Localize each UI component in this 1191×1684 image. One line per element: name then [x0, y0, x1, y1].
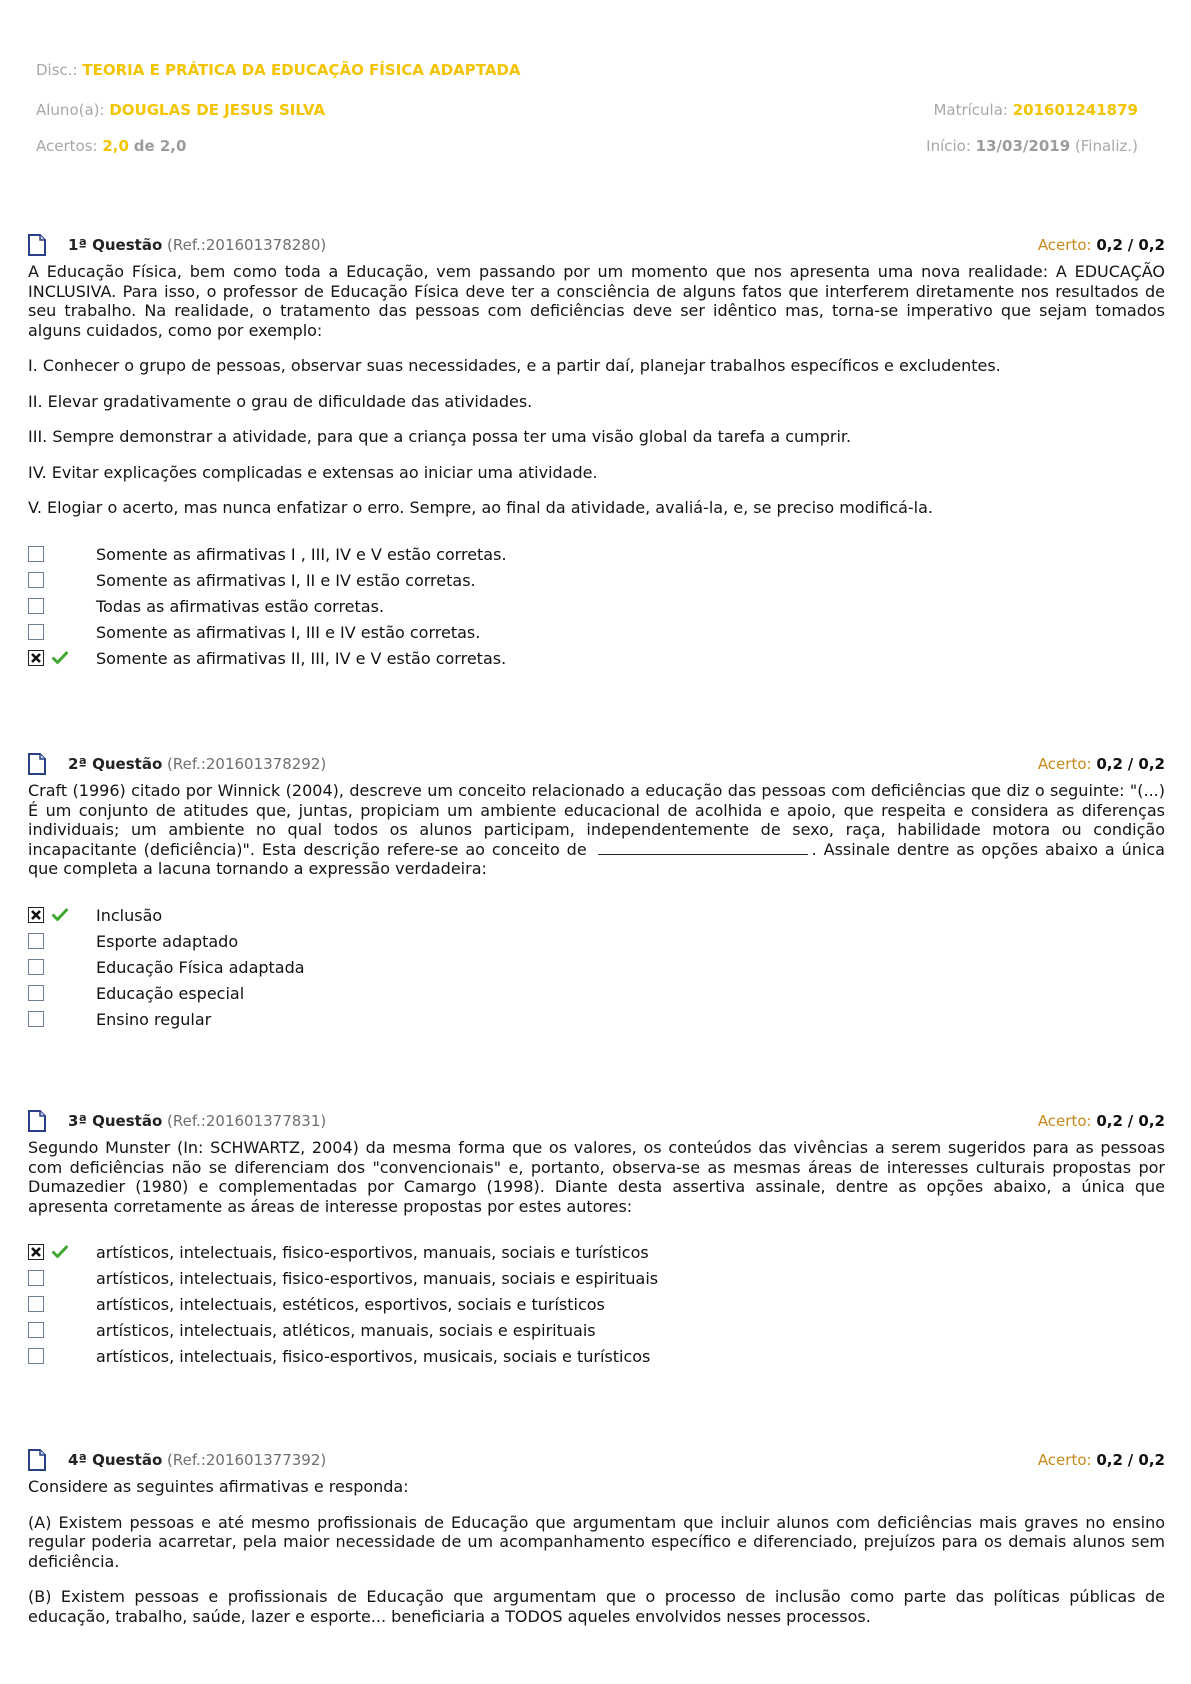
score-label: Acerto: — [1037, 1451, 1092, 1469]
answer-option[interactable] — [28, 622, 1165, 648]
statement-item: IV. Evitar explicações complicadas e extensas ao iniciar uma atividade. — [28, 462, 598, 482]
question-statement: Considere as seguintes afirmativas e responda: — [28, 1477, 409, 1496]
question-ref: (Ref.:201601377831) — [167, 1112, 327, 1130]
green-check-icon — [52, 651, 68, 665]
answer-option[interactable] — [28, 1294, 1165, 1320]
question-title — [68, 1112, 326, 1130]
student-label: Aluno(a): — [36, 101, 105, 119]
checkbox[interactable] — [28, 572, 44, 588]
checked-checkbox[interactable] — [28, 907, 44, 923]
checked-checkbox[interactable] — [28, 650, 44, 666]
answer-option[interactable] — [28, 983, 1165, 1009]
fill-in-blank — [598, 841, 808, 855]
statement-item: II. Elevar gradativamente o grau de dificuldade das atividades. — [28, 391, 533, 411]
question-ref: (Ref.:201601378280) — [167, 236, 327, 254]
question-statement: Segundo Munster (In: SCHWARTZ, 2004) da mesma forma que os valores, os conteúdos das vivências a serem sugeridos para as pessoas com deficiências não se diferenciam dos "convencionais" e, portanto, observa-se as mesmas áreas de interesses culturais propostas por Dumazedier (1980) e complementadas por Camargo (1998). Diante desta assertiva assinale, dentre as opções abaixo, a única que apresenta corretamente as áreas de interesse propostas por estes autores: — [28, 1138, 1165, 1216]
checked-checkbox[interactable] — [28, 1244, 44, 1260]
start-date: 13/03/2019 — [975, 137, 1071, 155]
question-4 — [28, 1449, 1165, 1626]
answer-option-selected[interactable] — [28, 905, 1165, 931]
score-value: 0,2 — [1096, 1112, 1123, 1130]
statement-before-blank: Craft (1996) citado por Winnick (2004), descreve um conceito relacionado a educação das pessoas com deficiências que diz o seguinte: "(...) É um conjunto de atitudes que, juntas, propiciam um ambiente educacional de acolhida e apoio, que respeita e considera as diferenças individuais; um ambiente no qual todos os alunos participam, independentemente de sexo, raça, habilidade motora ou condição incapacitante (deficiência)". Esta descrição refere-se ao conceito de — [28, 781, 1165, 859]
registration-line — [933, 101, 1138, 119]
answer-option[interactable] — [28, 570, 1165, 596]
question-score — [1038, 755, 1165, 773]
option-label: artísticos, intelectuais, atléticos, manuais, sociais e espirituais — [96, 1321, 596, 1340]
registration-label: Matrícula: — [933, 101, 1008, 119]
score-total: / 0,2 — [1127, 236, 1165, 254]
option-label: Somente as afirmativas II, III, IV e V estão corretas. — [96, 648, 507, 668]
green-check-icon — [52, 1245, 68, 1259]
checkbox[interactable] — [28, 598, 44, 614]
statement-item: V. Elogiar o acerto, mas nunca enfatizar o erro. Sempre, ao final da atividade, avaliá-la, e, se preciso modificá-la. — [28, 498, 933, 517]
question-2 — [28, 753, 1165, 1035]
answer-option-selected[interactable] — [28, 648, 1165, 674]
x-mark-icon — [30, 909, 42, 921]
hits-total: de 2,0 — [133, 137, 187, 155]
x-mark-icon — [30, 652, 42, 664]
start-line — [926, 137, 1138, 155]
statement-after-blank: . Assinale dentre as opções abaixo a única que completa a lacuna tornando a expressão verdadeira: — [28, 839, 1165, 878]
option-label: artísticos, intelectuais, fisico-esportivos, manuais, sociais e espirituais — [96, 1269, 659, 1288]
score-total: / 0,2 — [1127, 1451, 1165, 1469]
document-icon — [28, 753, 46, 775]
green-check-icon — [52, 908, 68, 922]
document-icon — [28, 1449, 46, 1471]
student-name: DOUGLAS DE JESUS SILVA — [109, 101, 326, 119]
option-label: Somente as afirmativas I, II e IV estão corretas. — [96, 570, 476, 590]
checkbox[interactable] — [28, 933, 44, 949]
score-label: Acerto: — [1037, 1112, 1092, 1130]
checkbox[interactable] — [28, 959, 44, 975]
answer-option-selected[interactable] — [28, 1242, 1165, 1268]
checkbox[interactable] — [28, 1322, 44, 1338]
question-title — [68, 755, 326, 773]
answer-option[interactable] — [28, 957, 1165, 983]
option-label: artísticos, intelectuais, estéticos, esportivos, sociais e turísticos — [96, 1295, 605, 1314]
question-ref: (Ref.:201601378292) — [167, 755, 327, 773]
score-label: Acerto: — [1037, 236, 1092, 254]
checkbox[interactable] — [28, 1270, 44, 1286]
question-ref: (Ref.:201601377392) — [167, 1451, 327, 1469]
score-total: / 0,2 — [1127, 755, 1165, 773]
checkbox[interactable] — [28, 624, 44, 640]
hits-value: 2,0 — [102, 137, 129, 155]
question-statement: A Educação Física, bem como toda a Educação, vem passando por um momento que nos apresenta uma nova realidade: A EDUCAÇÃO INCLUSIVA. Para isso, o professor de Educação Física deve ter a consciência de alguns fatos que interferem diretamente nos resultados de seu trabalho. Na realidade, o tratamento das pessoas com deficiências deve ser idêntico mas, torna-se imperativo que sejam tomados alguns cuidados, como por exemplo: — [28, 262, 1165, 340]
option-label: Somente as afirmativas I , III, IV e V estão corretas. — [96, 544, 507, 564]
statement-item: I. Conhecer o grupo de pessoas, observar suas necessidades, e a partir daí, planejar trabalhos específicos e excludentes. — [28, 356, 1001, 375]
document-icon — [28, 1110, 46, 1132]
option-label: Inclusão — [96, 905, 163, 925]
statement-item: (A) Existem pessoas e até mesmo profissionais de Educação que argumentam que incluir alunos com deficiências mais graves no ensino regular poderia acarretar, pela maior necessidade de um acompanhamento específico e diferenciado, prejuízos para os demais alunos sem deficiência. — [28, 1512, 1165, 1571]
checkbox[interactable] — [28, 1011, 44, 1027]
checkbox[interactable] — [28, 546, 44, 562]
checkbox[interactable] — [28, 1348, 44, 1364]
option-label: Educação especial — [96, 983, 245, 1003]
score-total: / 0,2 — [1127, 1112, 1165, 1130]
answer-option[interactable] — [28, 1320, 1165, 1346]
question-title — [68, 1451, 326, 1469]
discipline-value: TEORIA E PRÁTICA DA EDUCAÇÃO FÍSICA ADAPTADA — [82, 61, 521, 79]
answer-option[interactable] — [28, 1346, 1165, 1372]
option-label: Somente as afirmativas I, III e IV estão corretas. — [96, 622, 481, 642]
option-label: artísticos, intelectuais, fisico-esportivos, musicais, sociais e turísticos — [96, 1347, 651, 1366]
question-score — [1038, 1112, 1165, 1130]
option-label: Ensino regular — [96, 1009, 212, 1029]
question-number: 1ª Questão — [68, 236, 163, 254]
question-1 — [28, 234, 1165, 674]
question-number: 3ª Questão — [68, 1112, 163, 1130]
question-number: 4ª Questão — [68, 1451, 163, 1469]
answer-option[interactable] — [28, 1009, 1165, 1035]
checkbox[interactable] — [28, 1296, 44, 1312]
start-status: (Finaliz.) — [1074, 137, 1138, 155]
statement-item: (B) Existem pessoas e profissionais de Educação que argumentam que o processo de inclusão como parte das políticas públicas de educação, trabalho, saúde, lazer e esporte... beneficiaria a TODOS aqueles envolvidos nesses processos. — [28, 1587, 1165, 1626]
score-value: 0,2 — [1096, 755, 1123, 773]
score-summary-line — [36, 137, 186, 155]
question-statement — [28, 781, 1165, 879]
question-score — [1038, 1451, 1165, 1469]
answer-option[interactable] — [28, 596, 1165, 622]
document-icon — [28, 234, 46, 256]
question-title — [68, 236, 326, 254]
option-label: Educação Física adaptada — [96, 957, 305, 977]
option-label: Todas as afirmativas estão corretas. — [96, 596, 385, 616]
question-number: 2ª Questão — [68, 755, 163, 773]
statement-item: III. Sempre demonstrar a atividade, para que a criança possa ter uma visão global da tarefa a cumprir. — [28, 427, 852, 446]
question-score — [1038, 236, 1165, 254]
student-line — [36, 101, 325, 119]
discipline-label: Disc.: — [36, 61, 78, 79]
hits-label: Acertos: — [36, 137, 98, 155]
option-label: Esporte adaptado — [96, 931, 239, 951]
answer-option[interactable] — [28, 931, 1165, 957]
x-mark-icon — [30, 1246, 42, 1258]
answer-option[interactable] — [28, 1268, 1165, 1294]
score-label: Acerto: — [1037, 755, 1092, 773]
registration-value: 201601241879 — [1012, 101, 1138, 119]
checkbox[interactable] — [28, 985, 44, 1001]
answer-option[interactable] — [28, 544, 1165, 570]
question-3 — [28, 1110, 1165, 1372]
start-label: Início: — [926, 137, 971, 155]
score-value: 0,2 — [1096, 236, 1123, 254]
score-value: 0,2 — [1096, 1451, 1123, 1469]
option-label: artísticos, intelectuais, fisico-esportivos, manuais, sociais e turísticos — [96, 1243, 649, 1262]
discipline-line — [36, 61, 521, 79]
